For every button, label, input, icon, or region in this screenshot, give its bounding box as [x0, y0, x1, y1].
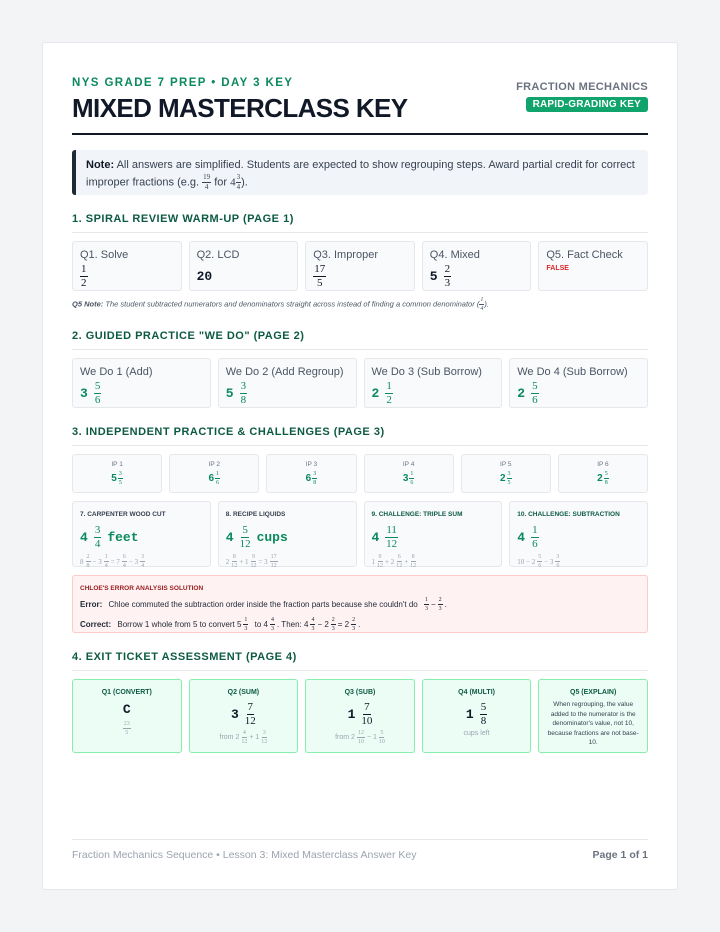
we-do-4-card: [509, 358, 648, 408]
q3-improper-card: [305, 241, 415, 291]
rapid-grading-badge: RAPID-GRADING KEY: [526, 97, 648, 112]
note-text-3: for: [214, 176, 228, 189]
card-answer: 3 5 6: [80, 380, 101, 406]
answer-whole: 5: [429, 269, 438, 284]
work-shown: 8 2 8 − 3 $\frac{1}{4}$ = 7 6 4 − 3 3 4: [80, 554, 145, 569]
we-do-2-card: [218, 358, 357, 408]
answer-fraction: 17 5: [314, 263, 326, 289]
card-answer: [80, 264, 174, 289]
q5-note-end: ).: [484, 299, 489, 309]
answer-fraction: 1 2: [386, 380, 392, 406]
page-footer: [72, 839, 648, 861]
exit-q2-card: Q2 (SUM) 3 7 12 from 2 4 12 + 1 3 12: [189, 679, 299, 753]
exit-q3-card: Q3 (SUB) 1 7 10 from 2 12 10 − 1 5 10: [305, 679, 415, 753]
answer-fraction: 1 2: [81, 263, 87, 289]
footer-lesson-title: Fraction Mechanics Sequence • Lesson 3: Mixed Masterclass Answer Key: [72, 849, 417, 861]
exit-q5-card: Q5 (EXPLAIN) When regrouping, the value added to the numerator is the denominator's value, not 10, because fractions are not base-10.: [538, 679, 648, 753]
false-badge: FALSE: [546, 265, 569, 272]
ip-4-card: IP 4 3 1 6: [364, 454, 454, 493]
we-do-3-card: [364, 358, 503, 408]
note-example-whole: 4: [230, 176, 236, 189]
q5-note-text: The student subtracted numerators and denominators straight across instead of finding a common denominator (: [105, 299, 480, 309]
card-label: Q2. LCD: [196, 249, 240, 261]
answer-fraction: 5 6: [532, 380, 538, 406]
note-label: Note:: [86, 159, 115, 171]
guided-practice-row: [72, 358, 648, 408]
exit-q4-card: Q4 (MULTI) 1 5 8 cups left: [422, 679, 532, 753]
note-text-1: All answers are simplified. Students are expected to show regrouping steps. Award partial credit for correct: [116, 159, 635, 171]
challenge-row: [72, 501, 648, 567]
exit-ticket-row: [72, 679, 648, 753]
section-exit-ticket-title: 4. EXIT TICKET ASSESSMENT (PAGE 4): [72, 651, 648, 671]
carpenter-card: 7. CARPENTER WOOD CUT 4 3 4 feet 8 2 8 − 3 $\frac{1}{4}$ = 7 6 4 − 3 3 4: [72, 501, 211, 567]
ip-1-card: IP 1 5 3 5: [72, 454, 162, 493]
q2-lcd-card: [189, 241, 299, 291]
answer-fraction: 2 3: [444, 263, 451, 289]
work-shown: 10 − 2 5 6 − 3 3 6: [517, 554, 560, 569]
header-subtitle: FRACTION MECHANICS: [516, 81, 648, 93]
q5-note-fraction: $\frac{1}{4}$: [480, 297, 484, 312]
we-do-1-card: [72, 358, 211, 408]
page-header: [72, 43, 648, 135]
answer-fraction: 3 8: [240, 380, 247, 406]
card-label: Q1. Solve: [80, 249, 129, 261]
answer-key-page: [42, 42, 678, 890]
error-analysis-box: [72, 575, 648, 633]
header-right: [516, 81, 648, 112]
note-text-4: ).: [241, 176, 248, 189]
subtraction-challenge-card: 10. CHALLENGE: SUBTRACTION 4 1 6 10 − 2 5 6 − 3 3 6: [509, 501, 648, 567]
header-kicker: NYS GRADE 7 PREP • DAY 3 KEY: [72, 77, 294, 89]
card-label: We Do 2 (Add Regroup): [225, 366, 344, 378]
section-guided-practice-title: 2. GUIDED PRACTICE "WE DO" (PAGE 2): [72, 330, 648, 350]
card-label: Q4. Mixed: [429, 249, 480, 261]
ip-6-card: IP 6 2 5 8: [558, 454, 648, 493]
card-answer: [430, 264, 524, 289]
answer-fraction: 5 6: [94, 380, 101, 406]
error-line: Error: Chloe commuted the subtraction order inside the fraction parts because she couldn't do 1 3 − $\frac{2}{3}$ .: [80, 597, 447, 612]
note-example-fraction: $\frac{19}{4}$: [203, 173, 211, 191]
recipe-card: 8. RECIPE LIQUIDS 4 5 12 cups 2 8 12 + 1 $\frac{9}{12}$ = 3 17 12: [218, 501, 357, 567]
ip-3-card: IP 3 6 3 8: [266, 454, 356, 493]
note-example-mixed-fraction: $\frac{3}{4}$: [236, 173, 241, 191]
card-label: We Do 3 (Sub Borrow): [371, 366, 482, 378]
card-answer: [313, 264, 407, 289]
q5-note: [72, 297, 648, 312]
exit-q1-card: Q1 (CONVERT) C 23 5: [72, 679, 182, 753]
work-shown: 2 8 12 + 1 $\frac{9}{12}$ = 3 17 12: [225, 554, 277, 569]
ip-row: [72, 454, 648, 493]
note-text-2: improper fractions (e.g.: [86, 176, 200, 189]
card-label: Q5. Fact Check: [546, 249, 623, 261]
work-shown: 1 9 12 + 2 6 12 + $\frac{8}{12}$: [371, 554, 417, 569]
card-answer: 2 1 2: [371, 380, 392, 406]
correct-line: Correct: Borrow 1 whole from 5 to convert 5 1 3 to 4 4 3 . Then: 4 4 3 − 2 $\frac{2}{3}$ = 2 2 3 .: [80, 617, 361, 632]
card-label: We Do 1 (Add): [80, 366, 153, 378]
q5-fact-check-card: [538, 241, 648, 291]
card-answer: 2 5 6: [517, 380, 538, 406]
page-title: MIXED MASTERCLASS KEY: [72, 93, 408, 123]
card-label: Q3. Improper: [313, 249, 378, 261]
spiral-review-row: [72, 241, 648, 291]
card-label: We Do 4 (Sub Borrow): [517, 366, 628, 378]
note-callout: [72, 150, 648, 195]
card-answer: 20: [196, 269, 213, 284]
triple-sum-card: 9. CHALLENGE: TRIPLE SUM 4 11 12 1 9 12 + 2 6 12 + $\frac{8}{12}$: [364, 501, 503, 567]
section-spiral-review-title: 1. SPIRAL REVIEW WARM-UP (PAGE 1): [72, 213, 648, 233]
q1-solve-card: [72, 241, 182, 291]
ip-5-card: IP 5 2 3 5: [461, 454, 551, 493]
section-independent-practice-title: 3. INDEPENDENT PRACTICE & CHALLENGES (PAGE 3): [72, 426, 648, 446]
footer-page-number: Page 1 of 1: [592, 849, 648, 861]
error-analysis-heading: CHLOE'S ERROR ANALYSIS SOLUTION: [80, 585, 204, 592]
q5-note-label: Q5 Note:: [72, 299, 104, 309]
ip-2-card: IP 2 6 1 6: [169, 454, 259, 493]
card-answer: 5 3 8: [225, 380, 247, 406]
q4-mixed-card: [422, 241, 532, 291]
